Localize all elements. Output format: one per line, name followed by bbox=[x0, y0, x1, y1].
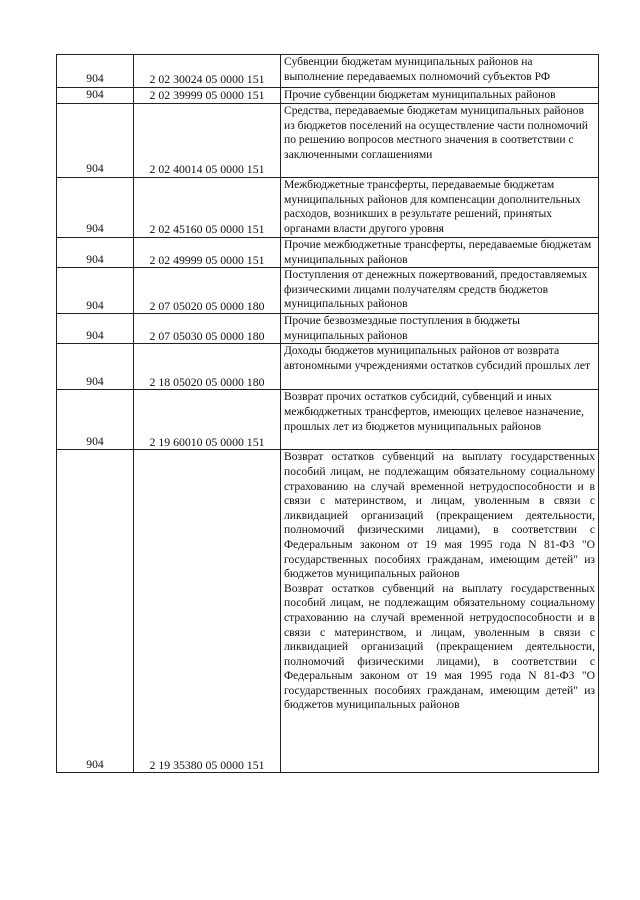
revenue-name-text-repeat: Возврат остатков субвенций на выплату государственных пособий лицам, не подлежащим обязательному социальному страхованию на случай временной нетрудоспособности и в связи с материнством, и лицам, уволенным в связи с ликвидацией организаций (прекращением деятельности, полномочий физическими лицами), в соответствии с Федеральным законом от 19 мая 1995 года N 81-ФЗ "О государственных пособиях гражданам, имеющим детей" из бюджетов муниципальных районов bbox=[284, 581, 595, 712]
admin-code-cell: 904 bbox=[57, 55, 134, 88]
budget-code-table bbox=[56, 54, 599, 773]
revenue-name-cell bbox=[281, 178, 599, 238]
table-row bbox=[57, 390, 599, 450]
revenue-name-text: Прочие безвозмездные поступления в бюджеты муниципальных районов bbox=[284, 314, 520, 342]
table-row bbox=[57, 238, 599, 268]
budget-classification-code-cell: 2 02 39999 05 0000 151 bbox=[134, 88, 281, 104]
revenue-name-text: Прочие субвенции бюджетам муниципальных районов bbox=[284, 88, 556, 101]
table-row bbox=[57, 450, 599, 773]
budget-classification-code-cell: 2 18 05020 05 0000 180 bbox=[134, 344, 281, 390]
budget-classification-code-cell: 2 19 60010 05 0000 151 bbox=[134, 390, 281, 450]
revenue-name-text: Возврат остатков субвенций на выплату государственных пособий лицам, не подлежащим обязательному социальному страхованию на случай временной нетрудоспособности и в связи с материнством, и лицам, уволенным в связи с ликвидацией организаций (прекращением деятельности, полномочий физическими лицами), в соответствии с Федеральным законом от 19 мая 1995 года N 81-ФЗ "О государственных пособиях гражданам, имеющим детей" из бюджетов муниципальных районов bbox=[284, 450, 595, 581]
table-row bbox=[57, 314, 599, 344]
budget-classification-code-cell: 2 02 45160 05 0000 151 bbox=[134, 178, 281, 238]
budget-classification-code-cell: 2 07 05020 05 0000 180 bbox=[134, 268, 281, 314]
admin-code-cell: 904 bbox=[57, 390, 134, 450]
admin-code-cell: 904 bbox=[57, 314, 134, 344]
admin-code-cell: 904 bbox=[57, 238, 134, 268]
revenue-name-cell bbox=[281, 344, 599, 390]
admin-code-cell: 904 bbox=[57, 268, 134, 314]
revenue-name-cell bbox=[281, 450, 599, 773]
table-row bbox=[57, 55, 599, 88]
admin-code-cell: 904 bbox=[57, 450, 134, 773]
revenue-name-text: Поступления от денежных пожертвований, предоставляемых физическими лицами получателям средств бюджетов муниципальных районов bbox=[284, 268, 588, 311]
revenue-name-cell bbox=[281, 268, 599, 314]
table-row bbox=[57, 344, 599, 390]
table-row bbox=[57, 268, 599, 314]
budget-classification-code-cell: 2 02 30024 05 0000 151 bbox=[134, 55, 281, 88]
revenue-name-text: Прочие межбюджетные трансферты, передаваемые бюджетам муниципальных районов bbox=[284, 238, 592, 266]
budget-classification-code-cell: 2 19 35380 05 0000 151 bbox=[134, 450, 281, 773]
table-row bbox=[57, 88, 599, 104]
budget-classification-code-cell: 2 07 05030 05 0000 180 bbox=[134, 314, 281, 344]
revenue-name-cell bbox=[281, 55, 599, 88]
admin-code-cell: 904 bbox=[57, 104, 134, 178]
revenue-name-cell bbox=[281, 238, 599, 268]
admin-code-cell: 904 bbox=[57, 88, 134, 104]
admin-code-cell: 904 bbox=[57, 344, 134, 390]
admin-code-cell: 904 bbox=[57, 178, 134, 238]
table-row bbox=[57, 104, 599, 178]
budget-classification-code-cell: 2 02 49999 05 0000 151 bbox=[134, 238, 281, 268]
revenue-name-text: Субвенции бюджетам муниципальных районов на выполнение передаваемых полномочий субъектов РФ bbox=[284, 55, 551, 83]
revenue-name-text: Средства, передаваемые бюджетам муниципальных районов из бюджетов поселений на осуществление части полномочий по решению вопросов местного значения в соответствии с заключенными соглашениями bbox=[284, 104, 588, 161]
table-row bbox=[57, 178, 599, 238]
revenue-name-cell bbox=[281, 104, 599, 178]
budget-classification-code-cell: 2 02 40014 05 0000 151 bbox=[134, 104, 281, 178]
revenue-name-cell bbox=[281, 88, 599, 104]
revenue-name-text: Возврат прочих остатков субсидий, субвенций и иных межбюджетных трансфертов, имеющих целевое назначение, прошлых лет из бюджетов муниципальных районов bbox=[284, 390, 584, 433]
revenue-name-text: Доходы бюджетов муниципальных районов от возврата автономными учреждениями остатков субсидий прошлых лет bbox=[284, 344, 591, 372]
revenue-name-cell bbox=[281, 314, 599, 344]
revenue-name-cell bbox=[281, 390, 599, 450]
revenue-name-text: Межбюджетные трансферты, передаваемые бюджетам муниципальных районов для компенсации дополнительных расходов, возникших в результате решений, принятых органами власти другого уровня bbox=[284, 178, 581, 235]
